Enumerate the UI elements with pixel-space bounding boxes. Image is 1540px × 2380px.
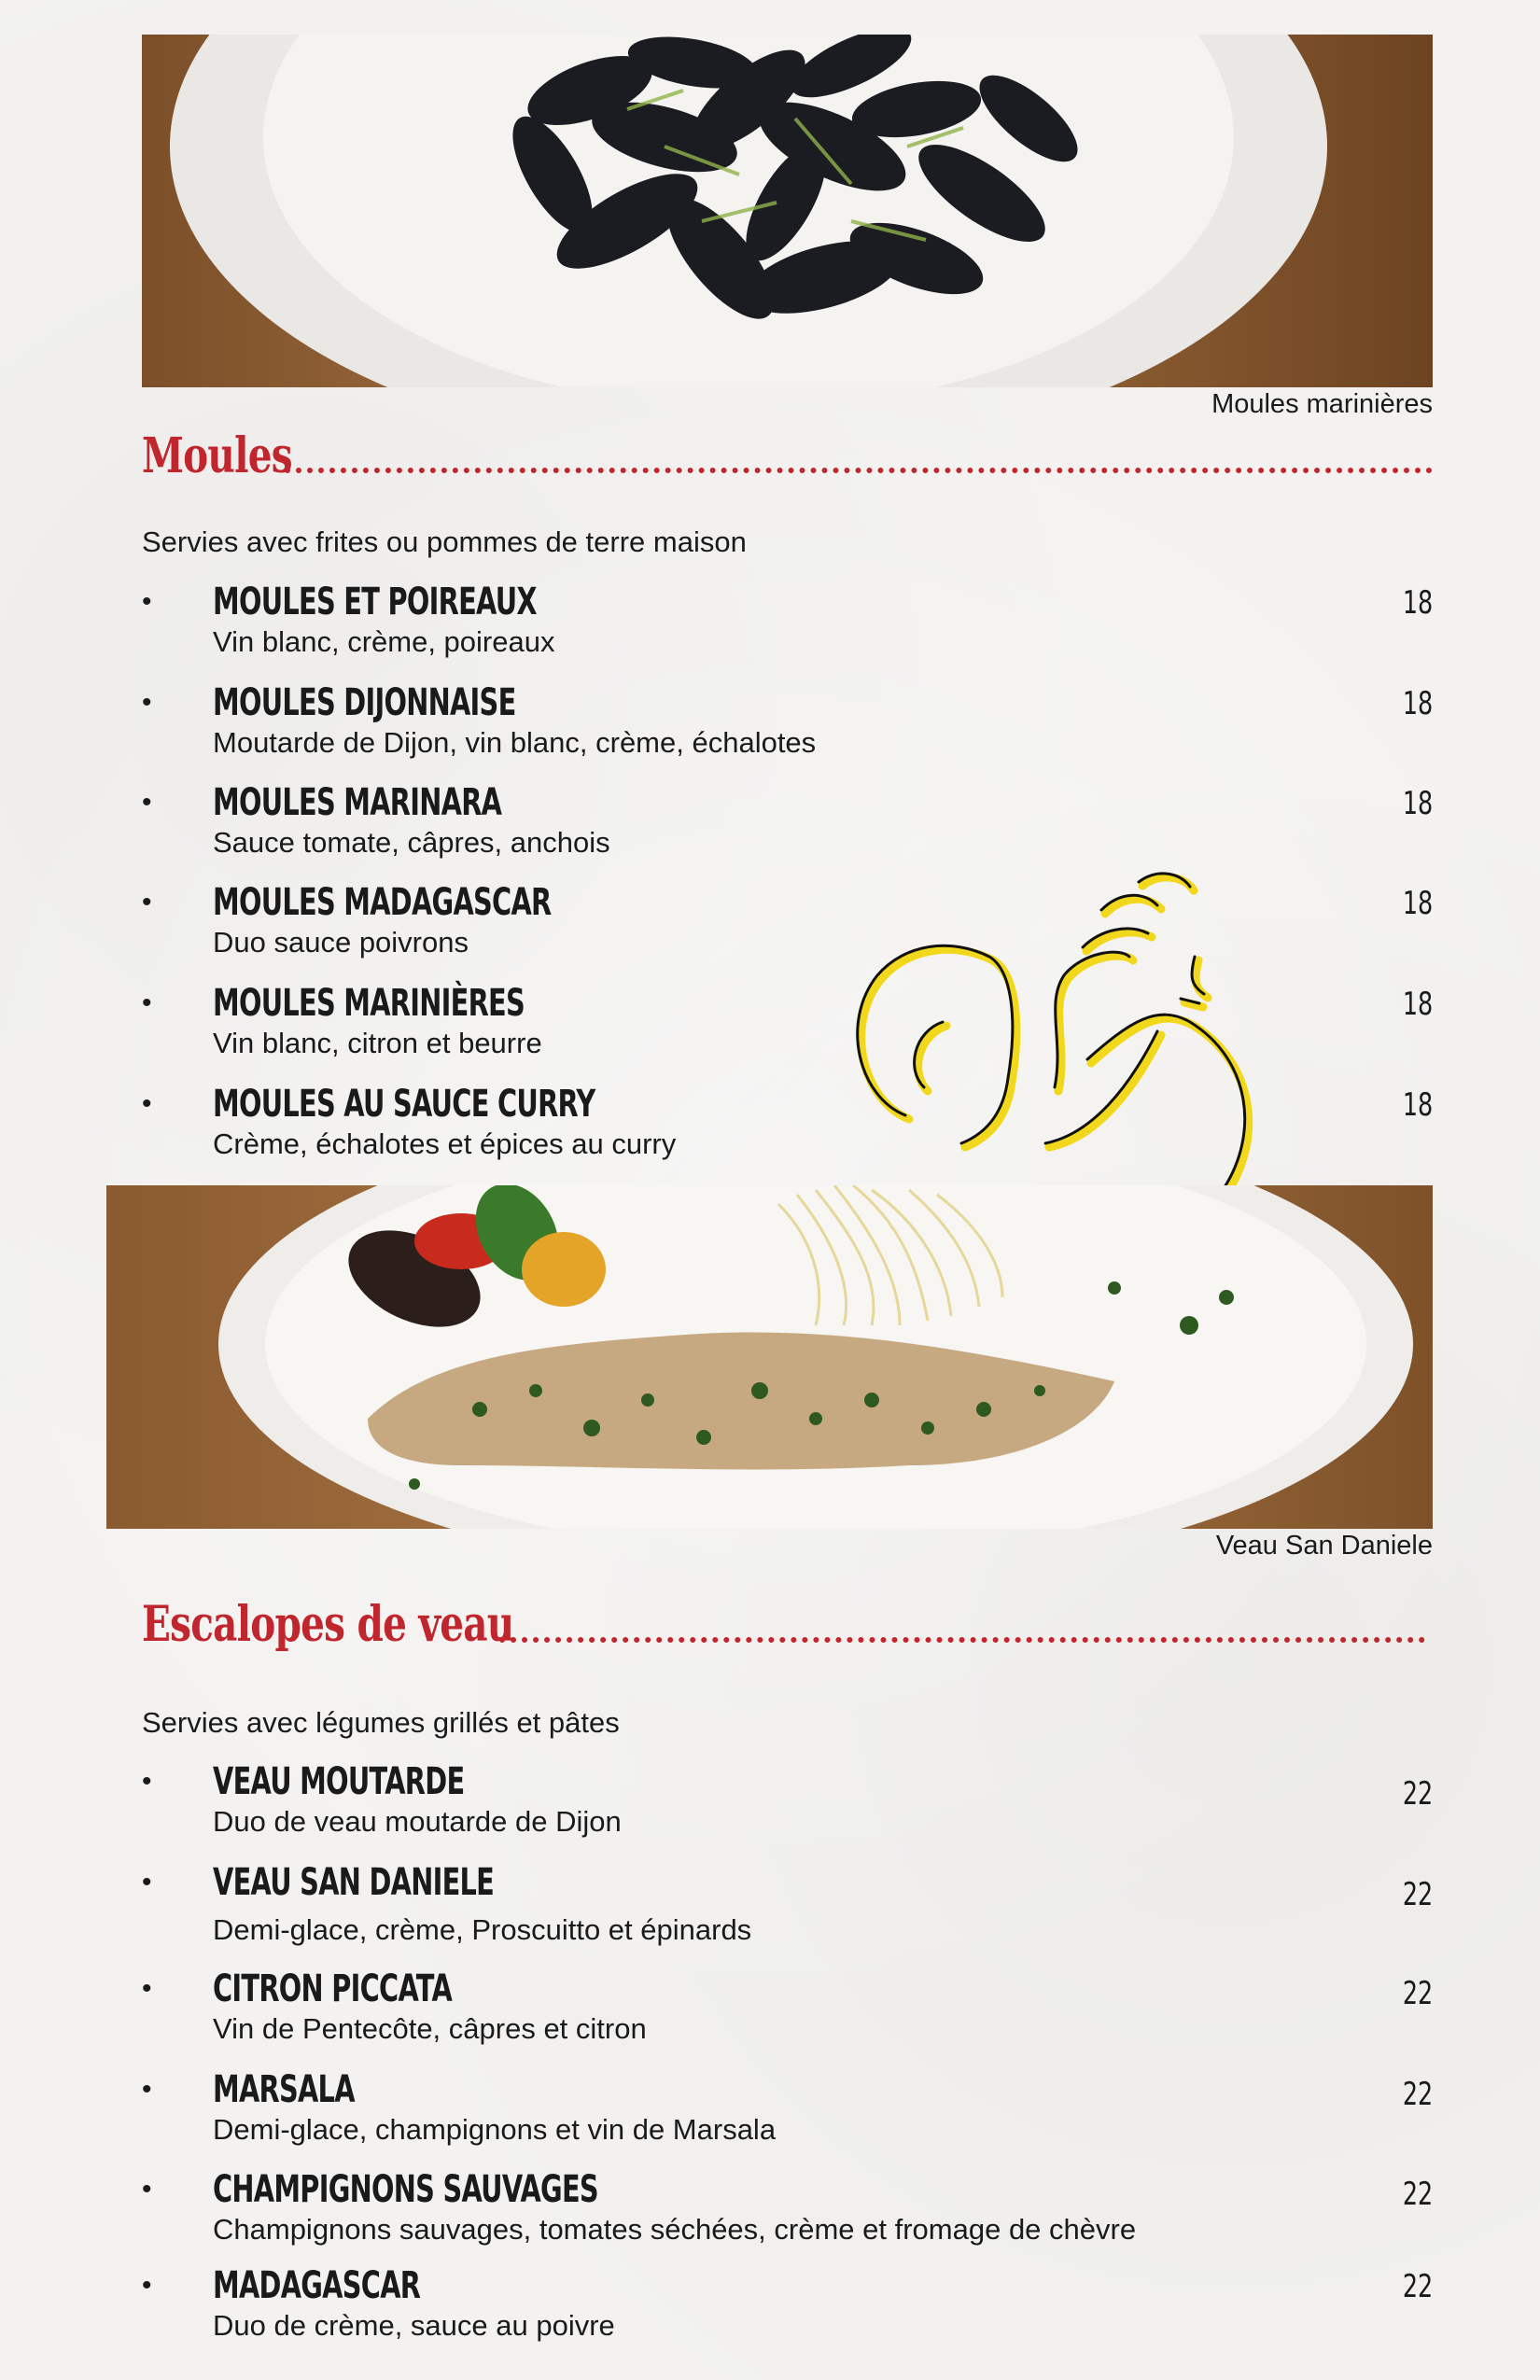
bullet: • <box>142 887 152 917</box>
section-dotted-leader <box>499 1637 1425 1643</box>
item-description: Vin de Pentecôte, câpres et citron <box>213 2012 647 2045</box>
item-description: Moutarde de Dijon, vin blanc, crème, échalotes <box>213 726 817 759</box>
item-description: Demi-glace, crème, Proscuitto et épinards <box>213 1913 752 1946</box>
item-name: CHAMPIGNONS SAUVAGES <box>213 2168 598 2211</box>
item-description: Vin blanc, crème, poireaux <box>213 625 555 658</box>
item-price: 22 <box>1402 2268 1433 2305</box>
item-description: Demi-glace, champignons et vin de Marsala <box>213 2113 777 2146</box>
bullet: • <box>142 2074 152 2105</box>
item-name: MOULES ET POIREAUX <box>213 581 537 623</box>
veau-subtitle: Servies avec légumes grillés et pâtes <box>142 1706 620 1739</box>
item-name: MOULES MARINARA <box>213 781 502 824</box>
section-dotted-leader <box>285 468 1433 473</box>
menu-item <box>142 2168 1433 2261</box>
bullet: • <box>142 586 152 617</box>
menu-item <box>142 1760 1433 1854</box>
moules-subtitle: Servies avec frites ou pommes de terre maison <box>142 525 747 558</box>
veal-illustration <box>106 1185 1433 1529</box>
item-description: Crème, échalotes et épices au curry <box>213 1127 677 1160</box>
rooster-logo <box>821 835 1307 1209</box>
item-price: 18 <box>1402 885 1433 922</box>
item-price: 22 <box>1402 1876 1433 1913</box>
item-price: 18 <box>1402 685 1433 722</box>
mussels-photo <box>142 35 1433 387</box>
item-name: MADAGASCAR <box>213 2264 421 2307</box>
item-description: Vin blanc, citron et beurre <box>213 1027 542 1059</box>
item-price: 18 <box>1402 986 1433 1023</box>
moules-section-title: Moules <box>142 427 292 484</box>
item-name: VEAU MOUTARDE <box>213 1760 465 1803</box>
bullet: • <box>142 2174 152 2205</box>
item-name: VEAU SAN DANIELE <box>213 1861 495 1904</box>
item-description: Duo sauce poivrons <box>213 926 469 959</box>
menu-item <box>142 2068 1433 2162</box>
menu-item <box>142 2264 1433 2358</box>
item-price: 18 <box>1402 584 1433 622</box>
bullet: • <box>142 687 152 718</box>
item-description: Duo de veau moutarde de Dijon <box>213 1805 622 1838</box>
item-price: 18 <box>1402 1086 1433 1124</box>
menu-item <box>142 1861 1433 1954</box>
bullet: • <box>142 987 152 1018</box>
item-price: 22 <box>1402 2076 1433 2113</box>
item-price: 22 <box>1402 2176 1433 2213</box>
item-description: Sauce tomate, câpres, anchois <box>213 826 610 859</box>
item-name: MOULES MADAGASCAR <box>213 881 552 924</box>
menu-item <box>142 581 1433 674</box>
item-description: Champignons sauvages, tomates séchées, crème et fromage de chèvre <box>213 2213 1137 2246</box>
bullet: • <box>142 787 152 818</box>
menu-item <box>142 1967 1433 2061</box>
veal-photo-caption: Veau San Daniele <box>1215 1531 1433 1561</box>
item-price: 22 <box>1402 1775 1433 1813</box>
item-name: MOULES DIJONNAISE <box>213 681 516 724</box>
bullet: • <box>142 1766 152 1797</box>
bullet: • <box>142 1088 152 1119</box>
veau-section-title: Escalopes de veau <box>142 1596 514 1653</box>
item-name: MOULES MARINIÈRES <box>213 982 525 1025</box>
mussels-photo-caption: Moules marinières <box>1211 389 1433 419</box>
item-name: CITRON PICCATA <box>213 1967 453 2010</box>
menu-item <box>142 681 1433 775</box>
item-description: Duo de crème, sauce au poivre <box>213 2309 615 2342</box>
bullet: • <box>142 2270 152 2301</box>
bullet: • <box>142 1973 152 2004</box>
mussels-illustration <box>142 35 1433 387</box>
item-name: MARSALA <box>213 2068 355 2111</box>
item-price: 22 <box>1402 1975 1433 2012</box>
veal-photo <box>106 1185 1433 1529</box>
bullet: • <box>142 1867 152 1897</box>
item-name: MOULES AU SAUCE CURRY <box>213 1083 595 1126</box>
item-price: 18 <box>1402 785 1433 822</box>
